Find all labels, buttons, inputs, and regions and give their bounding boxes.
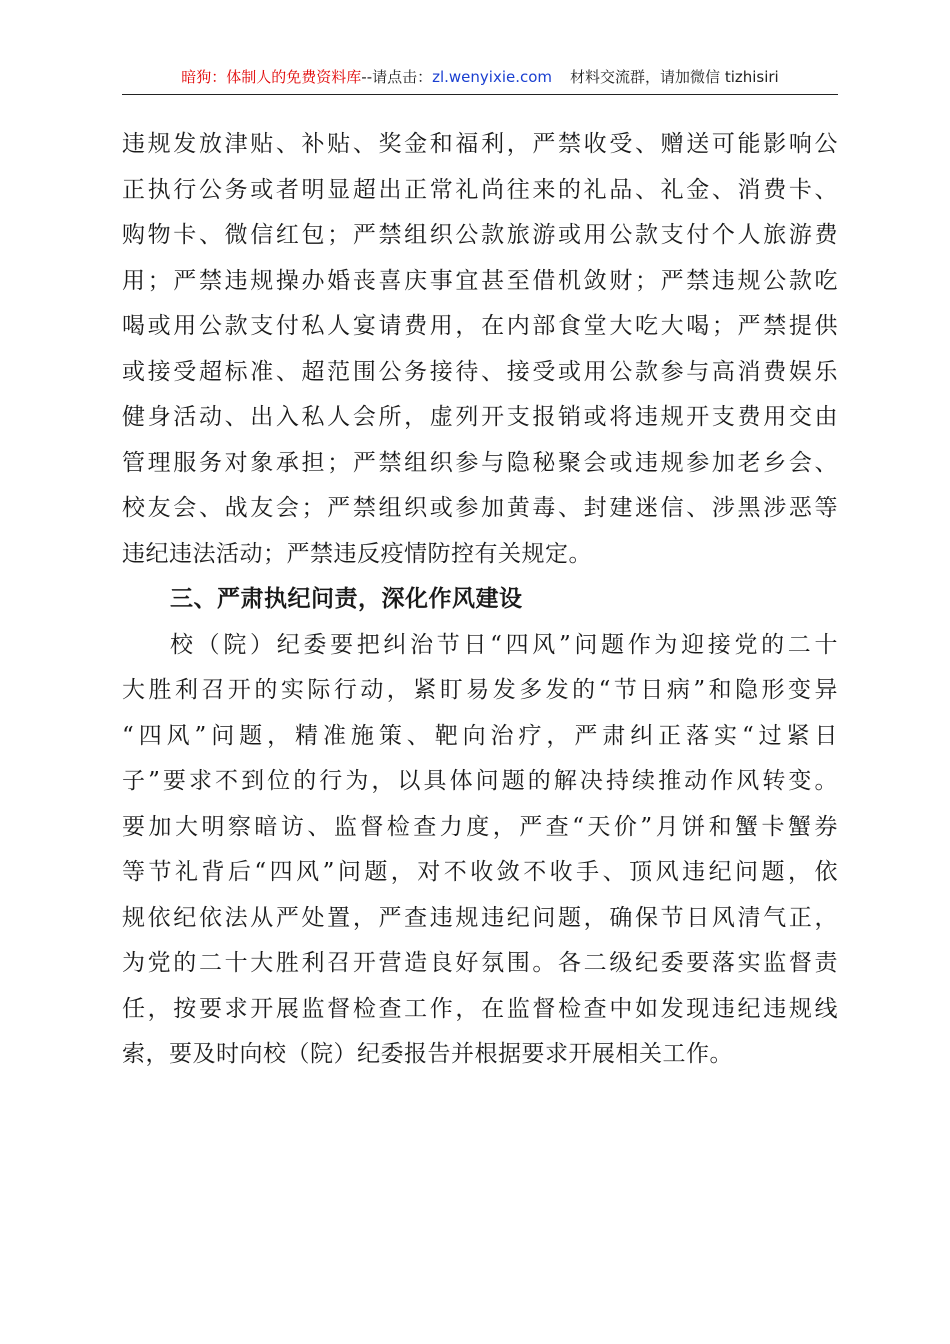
text-line: 索，要及时向校（院）纪委报告并根据要求开展相关工作。: [122, 1041, 733, 1067]
text-line: 子”要求不到位的行为，以具体问题的解决持续推动作风转变。: [122, 768, 838, 794]
header-click-prefix: --请点击：: [361, 68, 433, 86]
text-line: 健身活动、出入私人会所，虚列开支报销或将违规开支费用交由: [122, 404, 838, 430]
text-line: 用；严禁违规操办婚丧喜庆事宜甚至借机敛财；严禁违规公款吃: [122, 267, 838, 294]
text-line: 违纪违法活动；严禁违反疫情防控有关规定。: [122, 540, 592, 567]
text-line: 购物卡、微信红包；严禁组织公款旅游或用公款支付个人旅游费: [122, 222, 838, 248]
header-brand: 暗狗：体制人的免费资料库: [181, 68, 362, 86]
text-line: 为党的二十大胜利召开营造良好氛围。各二级纪委要落实监督责: [122, 950, 838, 976]
text-line: 喝或用公款支付私人宴请费用，在内部食堂大吃大喝；严禁提供: [122, 313, 838, 339]
text-line: 管理服务对象承担；严禁组织参与隐秘聚会或违规参加老乡会、: [122, 449, 838, 476]
text-line: 规依纪依法从严处置，严查违规违纪问题，确保节日风清气正，: [122, 904, 838, 931]
text-line: 任，按要求开展监督检查工作，在监督检查中如发现违纪违规线: [122, 995, 838, 1022]
header-contact: 材料交流群，请加微信 tizhisiri: [570, 68, 779, 86]
paragraph-1: [122, 122, 838, 577]
paragraph-2: [122, 623, 838, 1078]
document-body: [122, 122, 838, 1078]
header-url-link[interactable]: zl.wenyixie.com: [432, 68, 553, 86]
text-line: 校（院）纪委要把纠治节日“四风”问题作为迎接党的二十: [170, 631, 838, 658]
text-line: “四风”问题，精准施策、靶向治疗，严肃纠正落实“过紧日: [122, 722, 838, 749]
text-line: 等节礼背后“四风”问题，对不收敛不收手、顶风违纪问题，依: [122, 859, 838, 885]
section-heading: 三、严肃执纪问责，深化作风建设: [170, 586, 523, 612]
text-line: 要加大明察暗访、监督检查力度，严查“天价”月饼和蟹卡蟹券: [122, 813, 838, 840]
text-line: 违规发放津贴、补贴、奖金和福利，严禁收受、赠送可能影响公: [122, 131, 838, 157]
page-header: [122, 66, 838, 95]
text-line: 或接受超标准、超范围公务接待、接受或用公款参与高消费娱乐: [122, 358, 838, 385]
text-line: 正执行公务或者明显超出正常礼尚往来的礼品、礼金、消费卡、: [122, 176, 838, 203]
text-line: 大胜利召开的实际行动，紧盯易发多发的“节日病”和隐形变异: [122, 677, 838, 703]
text-line: 校友会、战友会；严禁组织或参加黄毒、封建迷信、涉黑涉恶等: [122, 495, 838, 521]
